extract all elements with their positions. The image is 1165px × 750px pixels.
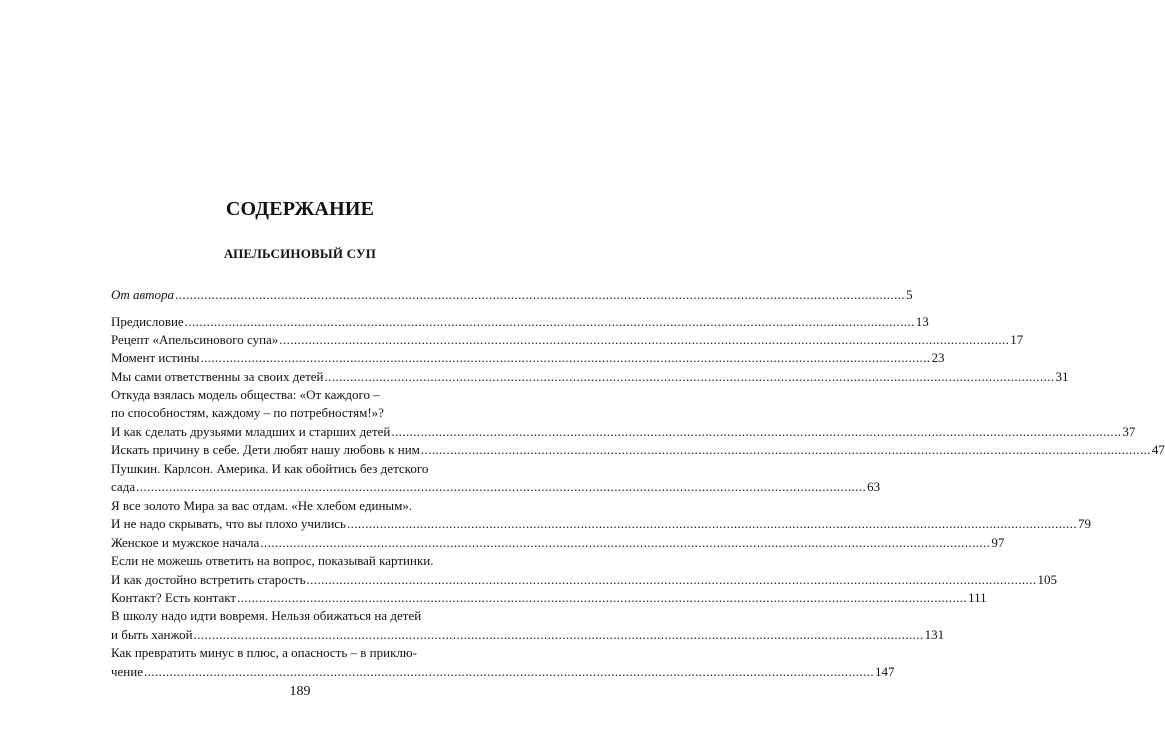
toc-leader-dots: ........................................................................................................................................................................................................ [324, 369, 1055, 384]
toc-page-number: 105 [1037, 572, 1057, 587]
toc-page-number: 79 [1077, 516, 1091, 531]
toc-page-number: 23 [931, 350, 945, 365]
toc-entry [111, 571, 1057, 590]
toc-page-number: 13 [915, 314, 929, 329]
toc-entry-title: Рецепт «Апельсинового супа» [111, 332, 279, 347]
toc-entry [111, 478, 881, 497]
toc-entry-title: От автора [111, 287, 175, 302]
toc-entry [111, 331, 1024, 350]
toc-page-number: 17 [1010, 332, 1024, 347]
toc-page-number: 31 [1055, 369, 1069, 384]
toc-leader-dots: ........................................................................................................................................................................................................ [184, 314, 915, 329]
toc-entry-title: Предисловие [111, 314, 184, 329]
toc-leader-dots: ........................................................................................................................................................................................................ [306, 572, 1037, 587]
toc-leader-dots: ........................................................................................................................................................................................................ [136, 479, 867, 494]
toc-leader-dots: ........................................................................................................................................................................................................ [193, 627, 924, 642]
section-title: АПЕЛЬСИНОВЫЙ СУП [223, 246, 377, 261]
toc-page-number: 37 [1122, 424, 1136, 439]
page-number: 189 [289, 684, 311, 699]
toc-entry [111, 349, 945, 368]
toc-entry [111, 368, 1069, 387]
toc-page-number: 47 [1151, 442, 1165, 457]
toc-entry-title: Женское и мужское начала [111, 535, 260, 550]
toc-entry-line: Если не можешь ответить на вопрос, показывай картинки. [111, 553, 434, 568]
toc-entry-title: Мы сами ответственны за своих детей [111, 369, 324, 384]
page-title: СОДЕРЖАНИЕ [225, 198, 375, 220]
toc-entry-line: по способностям, каждому – по потребностям!»? [111, 405, 384, 420]
toc-leader-dots: ........................................................................................................................................................................................................ [391, 424, 1122, 439]
toc-page-number: 97 [991, 535, 1005, 550]
toc-entry-title: Момент истины [111, 350, 200, 365]
toc-entry-line: Пушкин. Карлсон. Америка. И как обойтись без детского [111, 461, 429, 476]
toc-page-number: 63 [867, 479, 881, 494]
toc-leader-dots: ........................................................................................................................................................................................................ [175, 287, 906, 302]
toc-page-number: 5 [906, 287, 913, 302]
toc-entry-title: Искать причину в себе. Дети любят нашу любовь к ним [111, 442, 420, 457]
toc-entry-title: И как достойно встретить старость [111, 572, 306, 587]
toc-leader-dots: ........................................................................................................................................................................................................ [200, 350, 931, 365]
toc-leader-dots: ........................................................................................................................................................................................................ [346, 516, 1077, 531]
toc-entry [111, 423, 1136, 442]
toc-entry [111, 515, 1091, 534]
toc-entry-line: Я все золото Мира за вас отдам. «Не хлебом единым». [111, 498, 413, 513]
toc-page-number: 111 [968, 590, 987, 605]
toc-entry [111, 589, 987, 608]
toc-entry-title: чение [111, 664, 143, 679]
toc-page-number: 147 [875, 664, 895, 679]
toc-entry [111, 663, 895, 682]
toc-entry-title: сада [111, 479, 136, 494]
toc-entry-title: и быть ханжой [111, 627, 193, 642]
toc-leader-dots: ........................................................................................................................................................................................................ [420, 442, 1151, 457]
toc-entry [111, 534, 1005, 553]
toc-entry [111, 441, 1165, 460]
toc-page-number: 131 [924, 627, 945, 642]
toc-entry-line: Откуда взялась модель общества: «От каждого – [111, 387, 380, 402]
toc-leader-dots: ........................................................................................................................................................................................................ [144, 664, 874, 679]
toc-entry-from-author [111, 286, 913, 305]
toc-entry-line: Как превратить минус в плюс, а опасность – в приклю- [111, 645, 417, 660]
toc-leader-dots: ........................................................................................................................................................................................................ [237, 590, 968, 605]
toc-entry-title: И как сделать друзьями младших и старших детей [111, 424, 391, 439]
toc-leader-dots: ........................................................................................................................................................................................................ [260, 535, 991, 550]
toc-entry [111, 313, 929, 332]
toc-entry-title: Контакт? Есть контакт [111, 590, 237, 605]
toc-entry [111, 626, 945, 645]
toc-entry-title: И не надо скрывать, что вы плохо учились [111, 516, 346, 531]
toc-leader-dots: ........................................................................................................................................................................................................ [279, 332, 1010, 347]
toc-entry-line: В школу надо идти вовремя. Нельзя обижаться на детей [111, 608, 422, 623]
